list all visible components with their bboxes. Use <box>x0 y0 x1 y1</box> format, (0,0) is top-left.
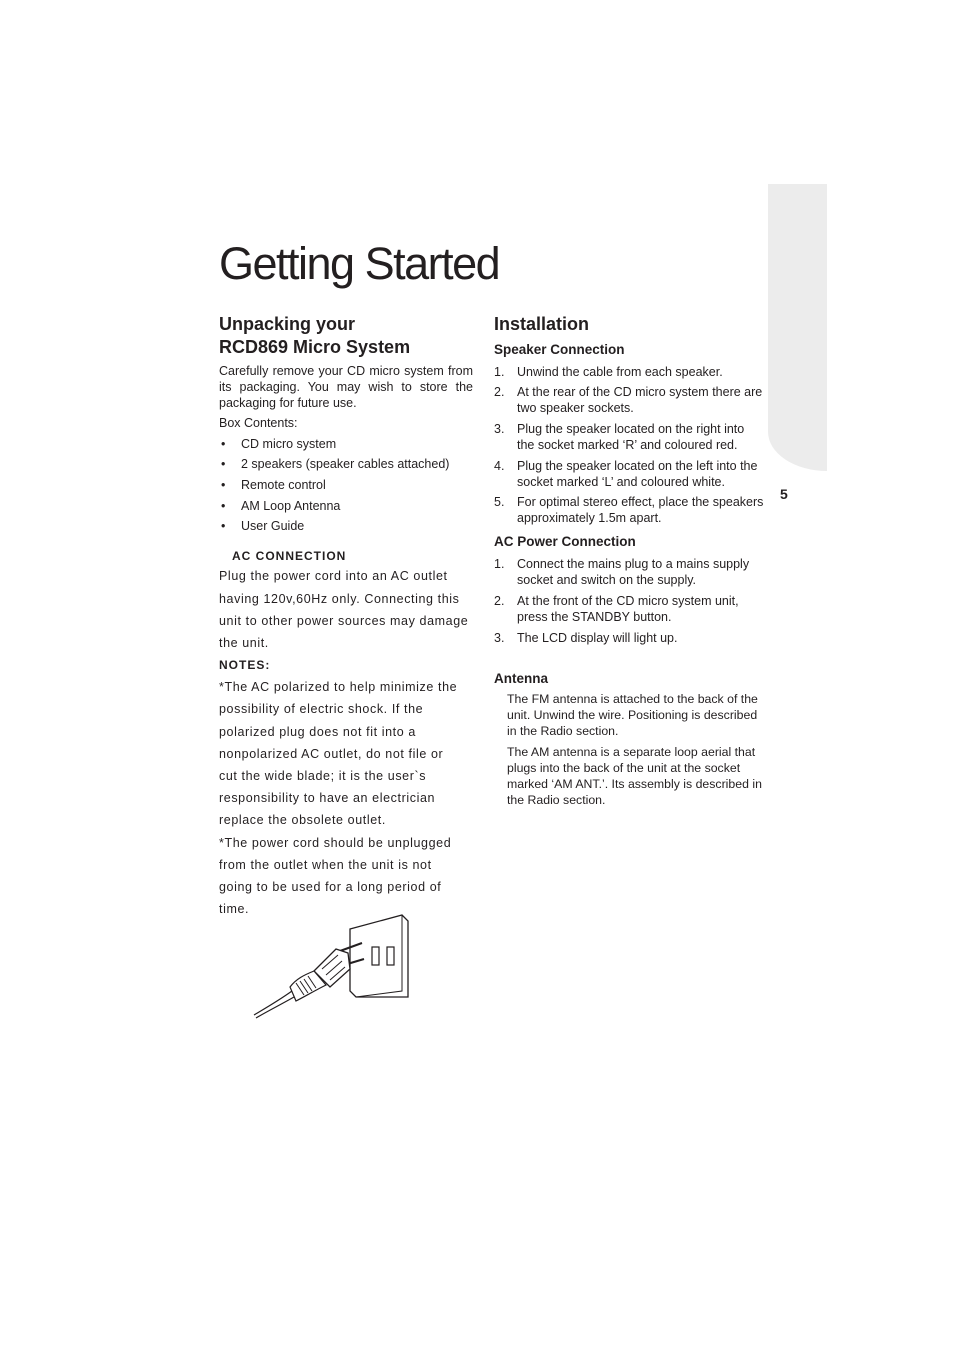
list-item: 1. Connect the mains plug to a mains supply socket and switch on the supply. <box>494 557 750 588</box>
ac-connection-text <box>219 565 473 654</box>
plug-into-outlet-illustration <box>252 913 412 1019</box>
list-item: • 2 speakers (speaker cables attached) <box>219 456 473 472</box>
right-column <box>494 313 764 808</box>
ac-connection-heading: AC CONNECTION <box>232 549 347 564</box>
text-line: unit to other power sources may damage <box>219 613 469 628</box>
text-line: *The power cord should be unplugged <box>219 835 452 850</box>
text-line: nonpolarized AC outlet, do not file or <box>219 746 444 761</box>
notes-text <box>219 676 473 920</box>
text-line: the unit. <box>219 636 269 651</box>
list-item: 1. Unwind the cable from each speaker. <box>494 364 723 379</box>
side-tab <box>768 184 827 471</box>
text-line: having 120v,60Hz only. Connecting this <box>219 591 460 606</box>
list-item: • Remote control <box>219 477 473 493</box>
text-line: from the outlet when the unit is not <box>219 857 432 872</box>
list-item: • AM Loop Antenna <box>219 498 473 514</box>
list-item: 2. At the front of the CD micro system unit, press the STANDBY button. <box>494 593 739 624</box>
text-line: going to be used for a long period of time. <box>219 880 442 917</box>
power-steps <box>494 556 764 645</box>
box-contents-label: Box Contents: <box>219 416 298 430</box>
installation-heading: Installation <box>494 314 590 334</box>
antenna-fm-text: The FM antenna is attached to the back of the unit. Unwind the wire. Positioning is described in the Radio section. <box>507 691 758 738</box>
antenna-heading: Antenna <box>494 670 548 686</box>
ac-power-connection-heading: AC Power Connection <box>494 534 636 550</box>
list-item: 3. The LCD display will light up. <box>494 630 678 645</box>
text-line: *The AC polarized to help minimize the <box>219 680 458 695</box>
text-line: cut the wide blade; it is the user`s <box>219 769 427 784</box>
text-line: Plug the power cord into an AC outlet <box>219 569 448 584</box>
list-item: 2. At the rear of the CD micro system there are two speaker sockets. <box>494 385 763 416</box>
unpacking-intro: Carefully remove your CD micro system from its packaging. You may wish to store the packaging for future use. <box>219 364 473 410</box>
antenna-am-text: The AM antenna is a separate loop aerial that plugs into the back of the unit at the socket marked ‘AM ANT.’. Its assembly is described in the Radio section. <box>507 744 762 807</box>
list-item: • User Guide <box>219 518 473 534</box>
list-item: 4. Plug the speaker located on the left into the socket marked ‘L’ and coloured white. <box>494 458 758 489</box>
left-column <box>219 313 473 920</box>
speaker-steps <box>494 364 764 527</box>
text-line: responsibility to have an electrician <box>219 791 436 806</box>
notes-heading: NOTES: <box>219 658 271 673</box>
page-number: 5 <box>780 486 788 502</box>
unpacking-heading: Unpacking your RCD869 Micro System <box>219 314 411 357</box>
text-line: possibility of electric shock. If the <box>219 702 424 717</box>
text-line: polarized plug does not fit into a <box>219 724 416 739</box>
list-item: 5. For optimal stereo effect, place the speakers approximately 1.5m apart. <box>494 495 764 526</box>
list-item: 3. Plug the speaker located on the right into the socket marked ‘R’ and coloured red. <box>494 422 745 453</box>
speaker-connection-heading: Speaker Connection <box>494 342 625 357</box>
page-title: Getting Started <box>219 238 500 289</box>
text-line: replace the obsolete outlet. <box>219 813 386 828</box>
box-contents-list <box>219 436 473 535</box>
list-item: • CD micro system <box>219 436 473 452</box>
